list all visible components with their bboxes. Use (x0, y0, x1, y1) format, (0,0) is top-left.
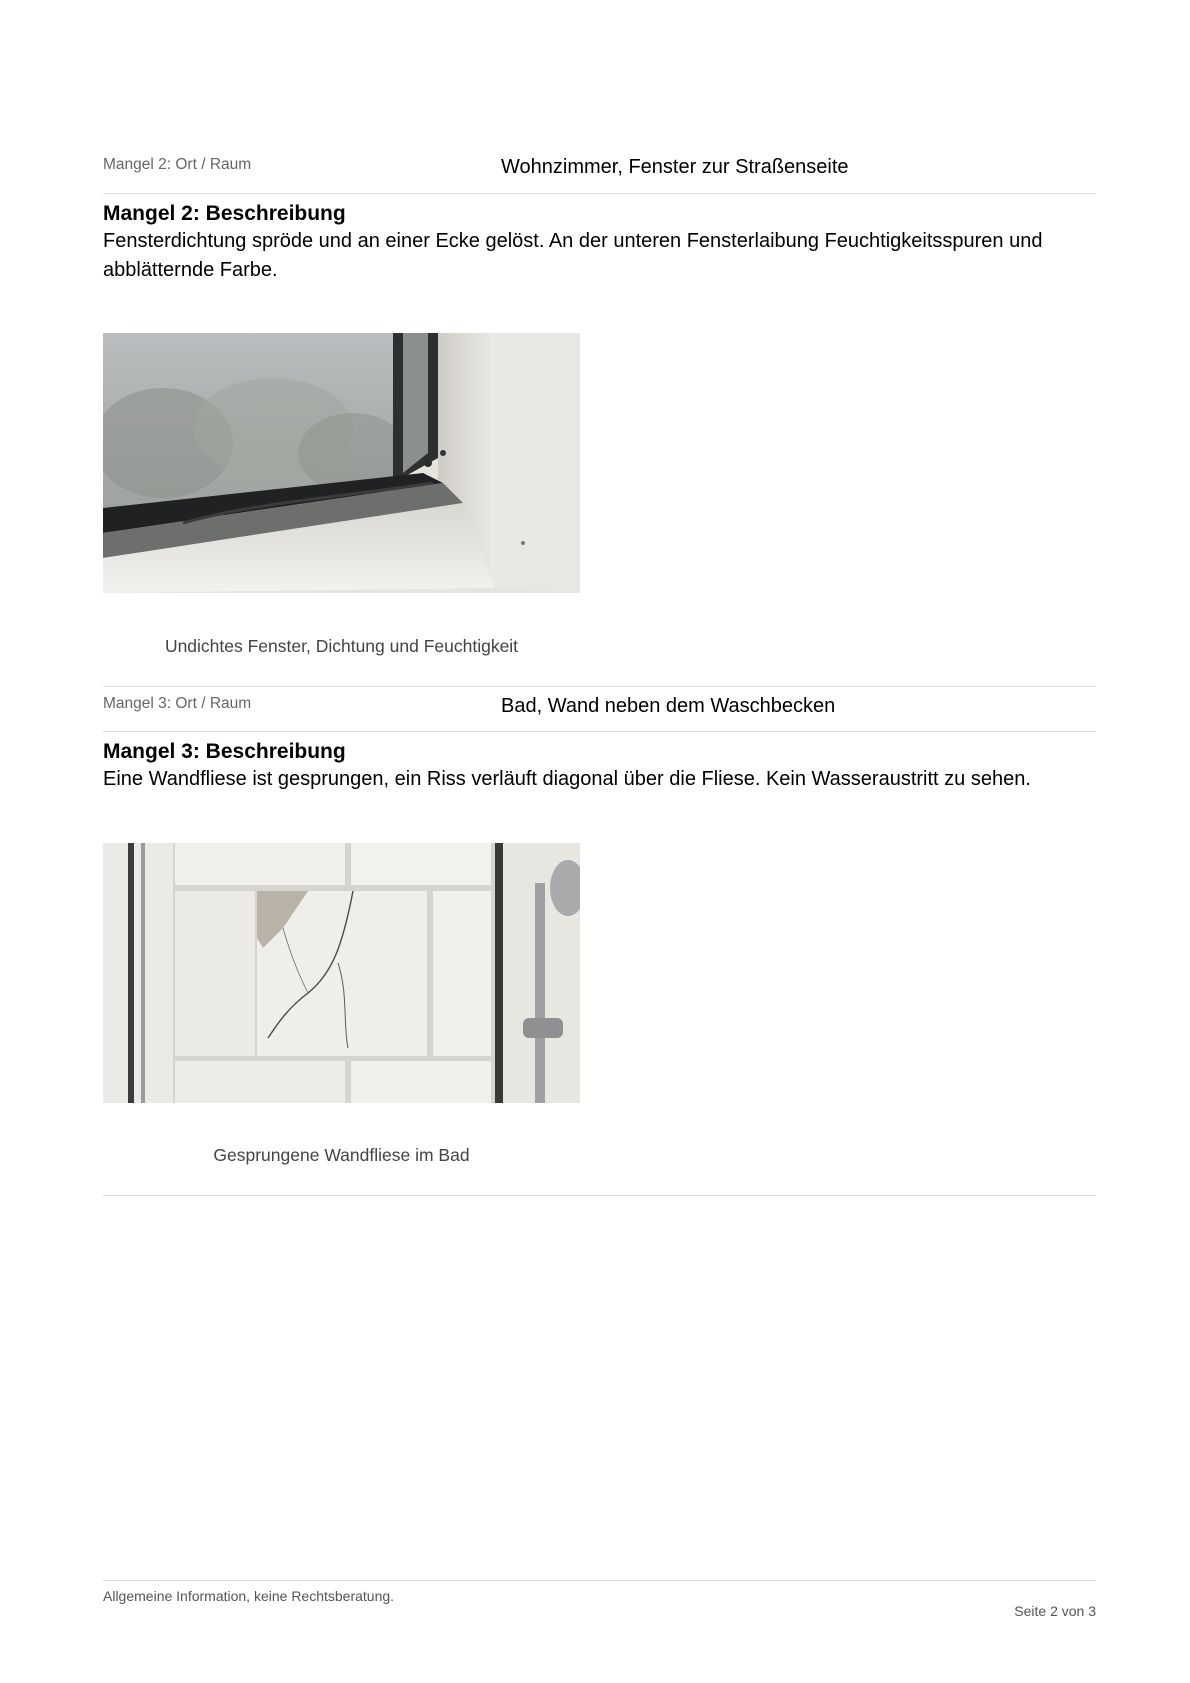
defect-2-location-value: Wohnzimmer, Fenster zur Straßenseite (501, 156, 849, 178)
defect-2-description: Fensterdichtung spröde und an einer Ecke gelöst. An der unteren Fensterlaibung Feuchtigkeitsspuren und abblätternde Farbe. (103, 230, 1043, 281)
footer-disclaimer: Allgemeine Information, keine Rechtsberatung. (103, 1588, 395, 1604)
defect-2-location-label: Mangel 2: Ort / Raum (103, 156, 252, 173)
defect-3-caption: Gesprungene Wandfliese im Bad (213, 1145, 470, 1165)
defect-3-description: Eine Wandfliese ist gesprungen, ein Riss verläuft diagonal über die Fliese. Kein Wasseraustritt zu sehen. (103, 768, 1031, 790)
window-seal-photo (103, 333, 580, 593)
defect-2-location-row (103, 155, 1096, 194)
defect-2-description-block (103, 201, 1096, 285)
defect-2-heading: Mangel 2: Beschreibung (103, 202, 346, 225)
defect-3-description-block (103, 739, 1096, 794)
defect-3-heading: Mangel 3: Beschreibung (103, 740, 346, 763)
defect-3-location-row (103, 686, 1096, 732)
footer-divider (103, 1580, 1096, 1581)
cracked-tile-photo (103, 843, 580, 1103)
defect-3-location-label: Mangel 3: Ort / Raum (103, 695, 252, 712)
page-number: Seite 2 von 3 (1014, 1603, 1096, 1619)
section-divider (103, 1195, 1096, 1196)
defect-3-location-value: Bad, Wand neben dem Waschbecken (501, 695, 836, 717)
defect-2-caption: Undichtes Fenster, Dichtung und Feuchtigkeit (164, 636, 519, 656)
